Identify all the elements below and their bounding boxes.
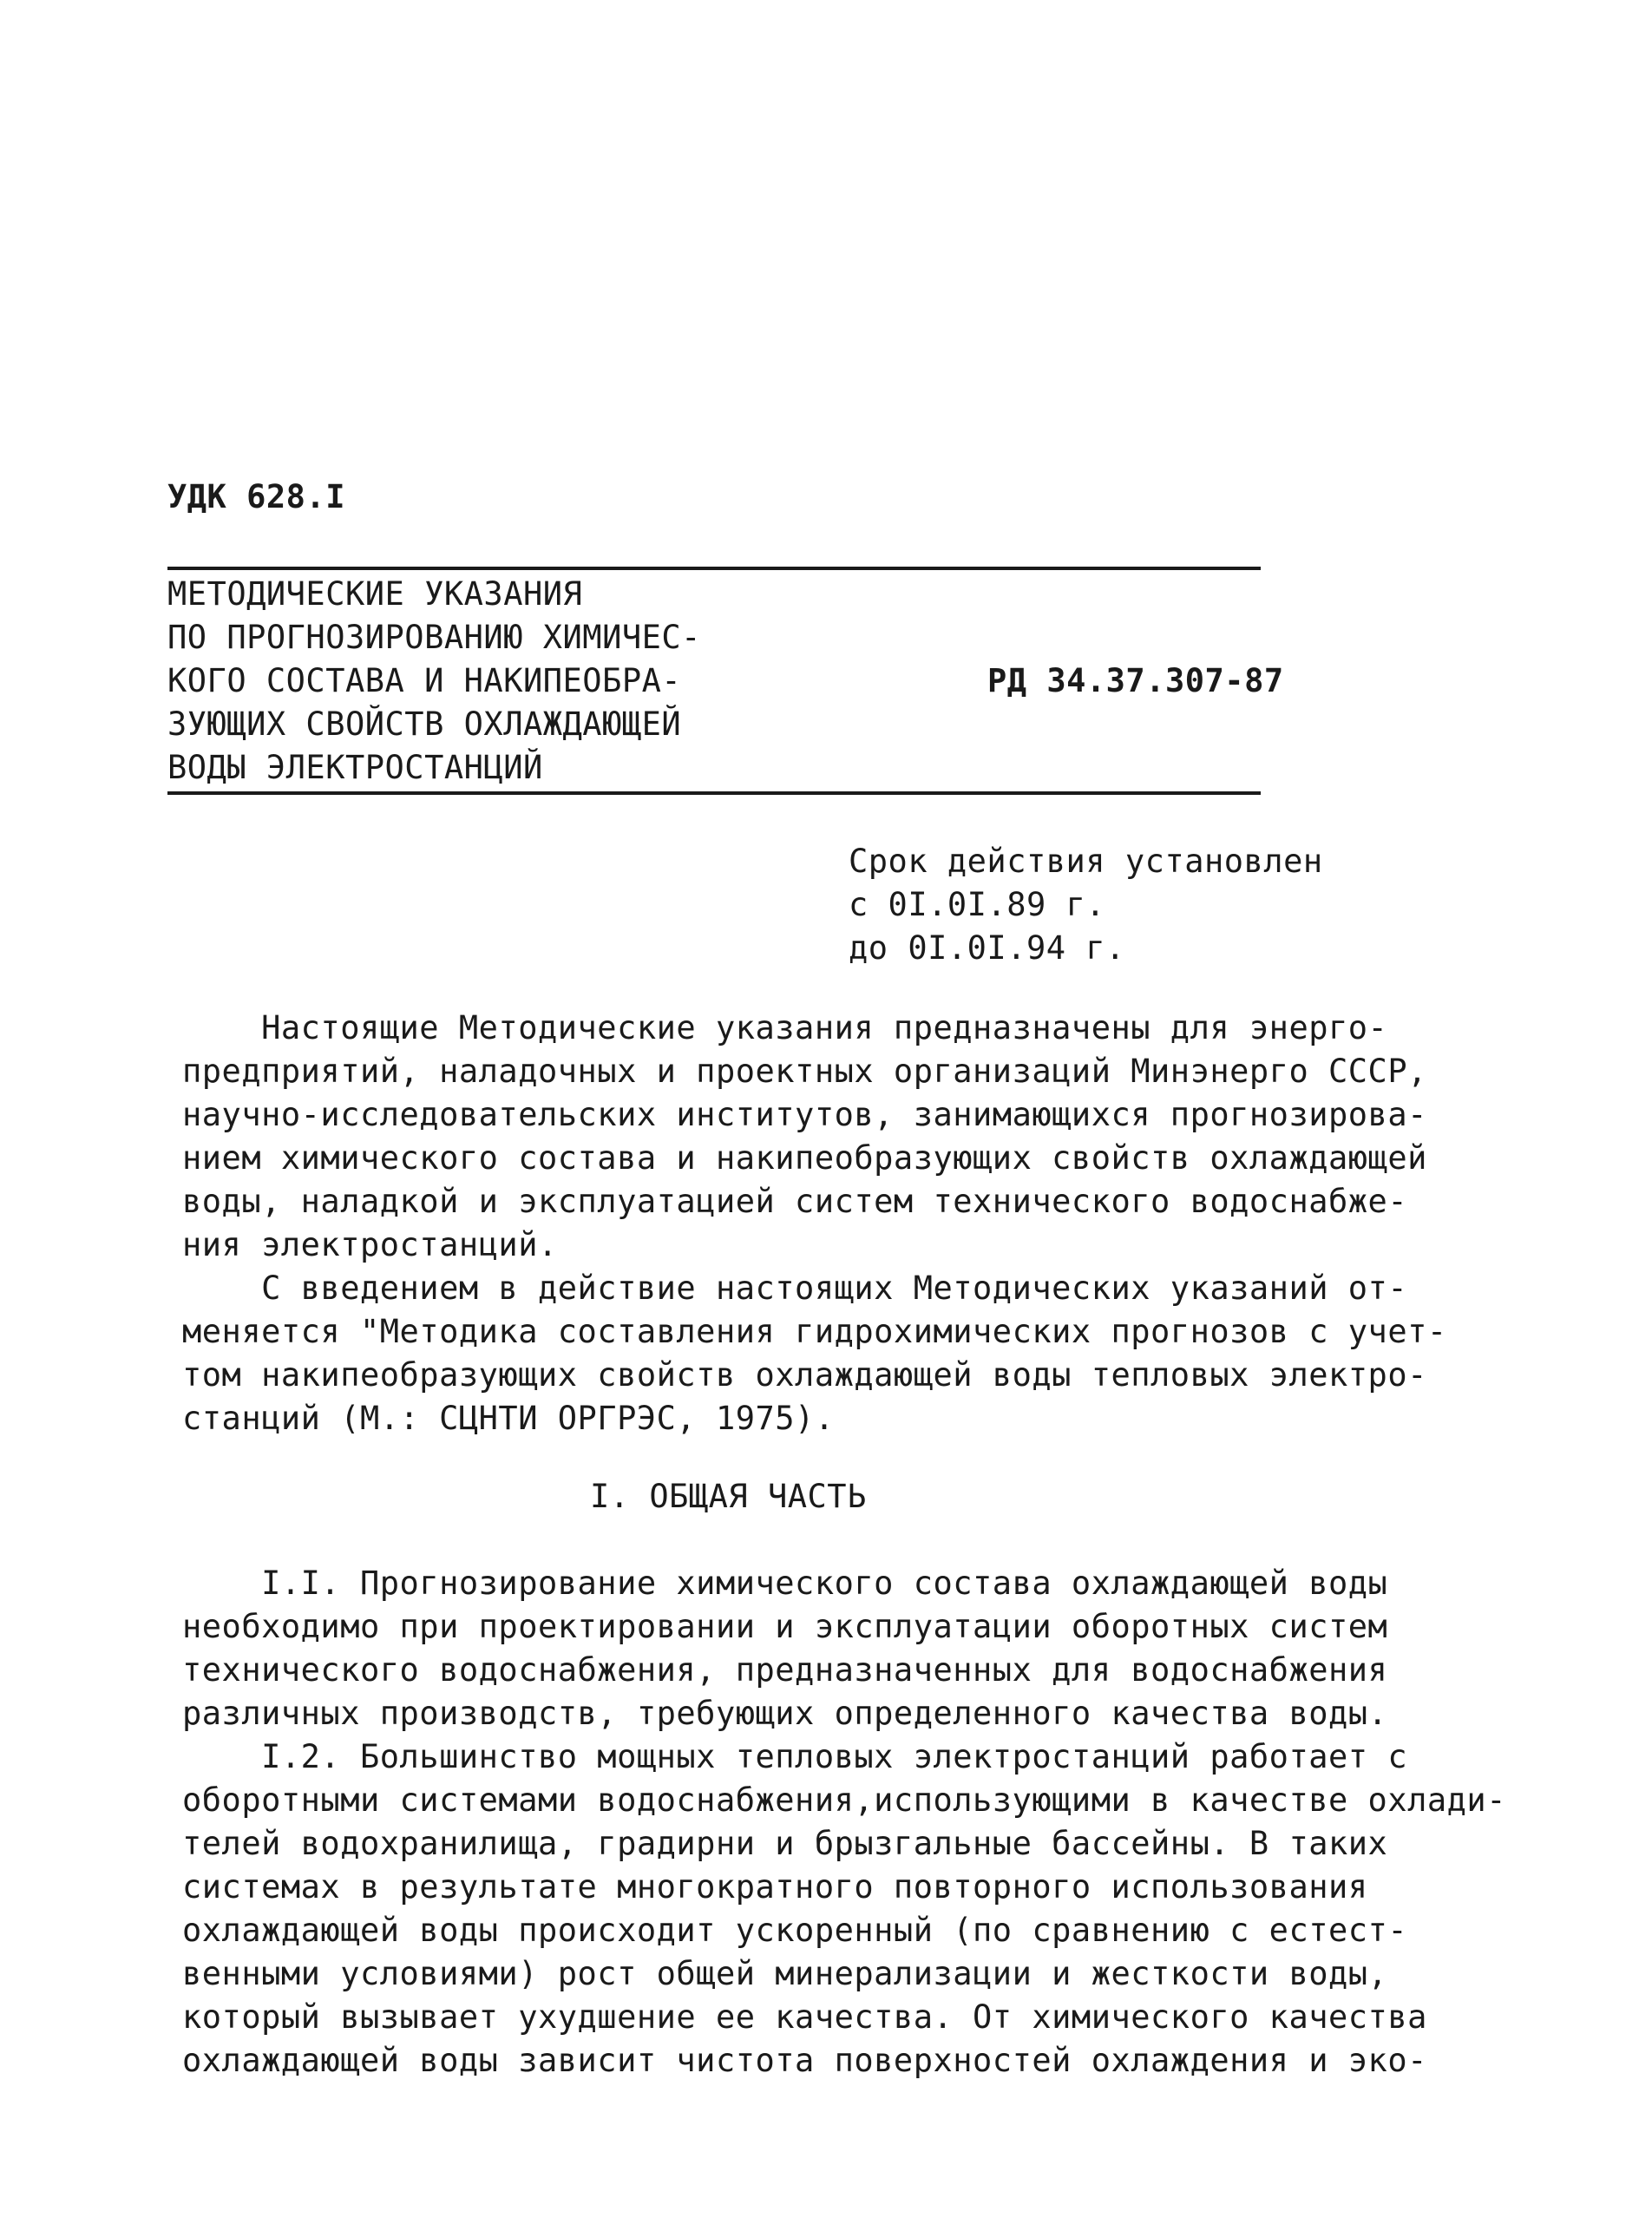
title-bottom-rule [167, 791, 1261, 795]
title-line-2: ПО ПРОГНОЗИРОВАНИЮ ХИМИЧЕС- [167, 619, 701, 656]
intro-line-5: воды, наладкой и эксплуатацией систем технического водоснабже- [182, 1183, 1408, 1220]
validity-line-1: Срок действия установлен [849, 843, 1323, 880]
section-line-9: охлаждающей воды происходит ускоренный (по сравнению с естест- [182, 1912, 1408, 1949]
intro-line-7: С введением в действие настоящих Методических указаний от- [182, 1269, 1408, 1307]
section-line-5: I.2. Большинство мощных тепловых электростанций работает с [182, 1738, 1408, 1775]
section-line-10: венными условиями) рост общей минерализации и жесткости воды, [182, 1955, 1388, 1992]
intro-line-10: станций (М.: СЦНТИ ОРГРЭС, 1975). [182, 1400, 835, 1437]
section-line-4: различных производств, требующих определенного качества воды. [182, 1695, 1388, 1732]
section-heading: I. ОБЩАЯ ЧАСТЬ [590, 1478, 867, 1515]
title-line-5: ВОДЫ ЭЛЕКТРОСТАНЦИЙ [167, 749, 543, 786]
validity-line-2: с 0I.0I.89 г. [849, 886, 1106, 923]
intro-line-8: меняется "Методика составления гидрохимических прогнозов с учет- [182, 1313, 1447, 1350]
title-line-3: КОГО СОСТАВА И НАКИПЕОБРА- [167, 662, 682, 699]
section-line-12: охлаждающей воды зависит чистота поверхностей охлаждения и эко- [182, 2042, 1427, 2079]
validity-line-3: до 0I.0I.94 г. [849, 929, 1125, 967]
intro-line-6: ния электростанций. [182, 1226, 558, 1263]
intro-line-2: предприятий, наладочных и проектных организаций Минэнерго СССР, [182, 1053, 1427, 1090]
section-line-11: который вызывает ухудшение ее качества. От химического качества [182, 1998, 1427, 2036]
udc-code: УДК 628.I [167, 478, 345, 515]
section-line-6: оборотными системами водоснабжения,использующими в качестве охлади- [182, 1781, 1506, 1819]
title-line-4: ЗУЮЩИХ СВОЙСТВ ОХЛАЖДАЮЩЕЙ [167, 705, 682, 743]
title-top-rule [167, 567, 1261, 570]
section-line-3: технического водоснабжения, предназначенных для водоснабжения [182, 1651, 1388, 1689]
section-line-1: I.I. Прогнозирование химического состава охлаждающей воды [182, 1565, 1388, 1602]
title-line-1: МЕТОДИЧЕСКИЕ УКАЗАНИЯ [167, 575, 583, 613]
section-line-7: телей водохранилища, градирни и брызгальные бассейны. В таких [182, 1825, 1388, 1862]
intro-line-1: Настоящие Методические указания предназначены для энерго- [182, 1009, 1388, 1046]
section-line-8: системах в результате многократного повторного использования [182, 1868, 1368, 1906]
section-line-2: необходимо при проектировании и эксплуатации оборотных систем [182, 1608, 1388, 1645]
document-code: РД 34.37.307-87 [987, 662, 1284, 699]
intro-line-3: научно-исследовательских институтов, занимающихся прогнозирова- [182, 1096, 1427, 1133]
intro-line-4: нием химического состава и накипеобразующих свойств охлаждающей [182, 1139, 1427, 1177]
intro-line-9: том накипеобразующих свойств охлаждающей воды тепловых электро- [182, 1356, 1427, 1394]
